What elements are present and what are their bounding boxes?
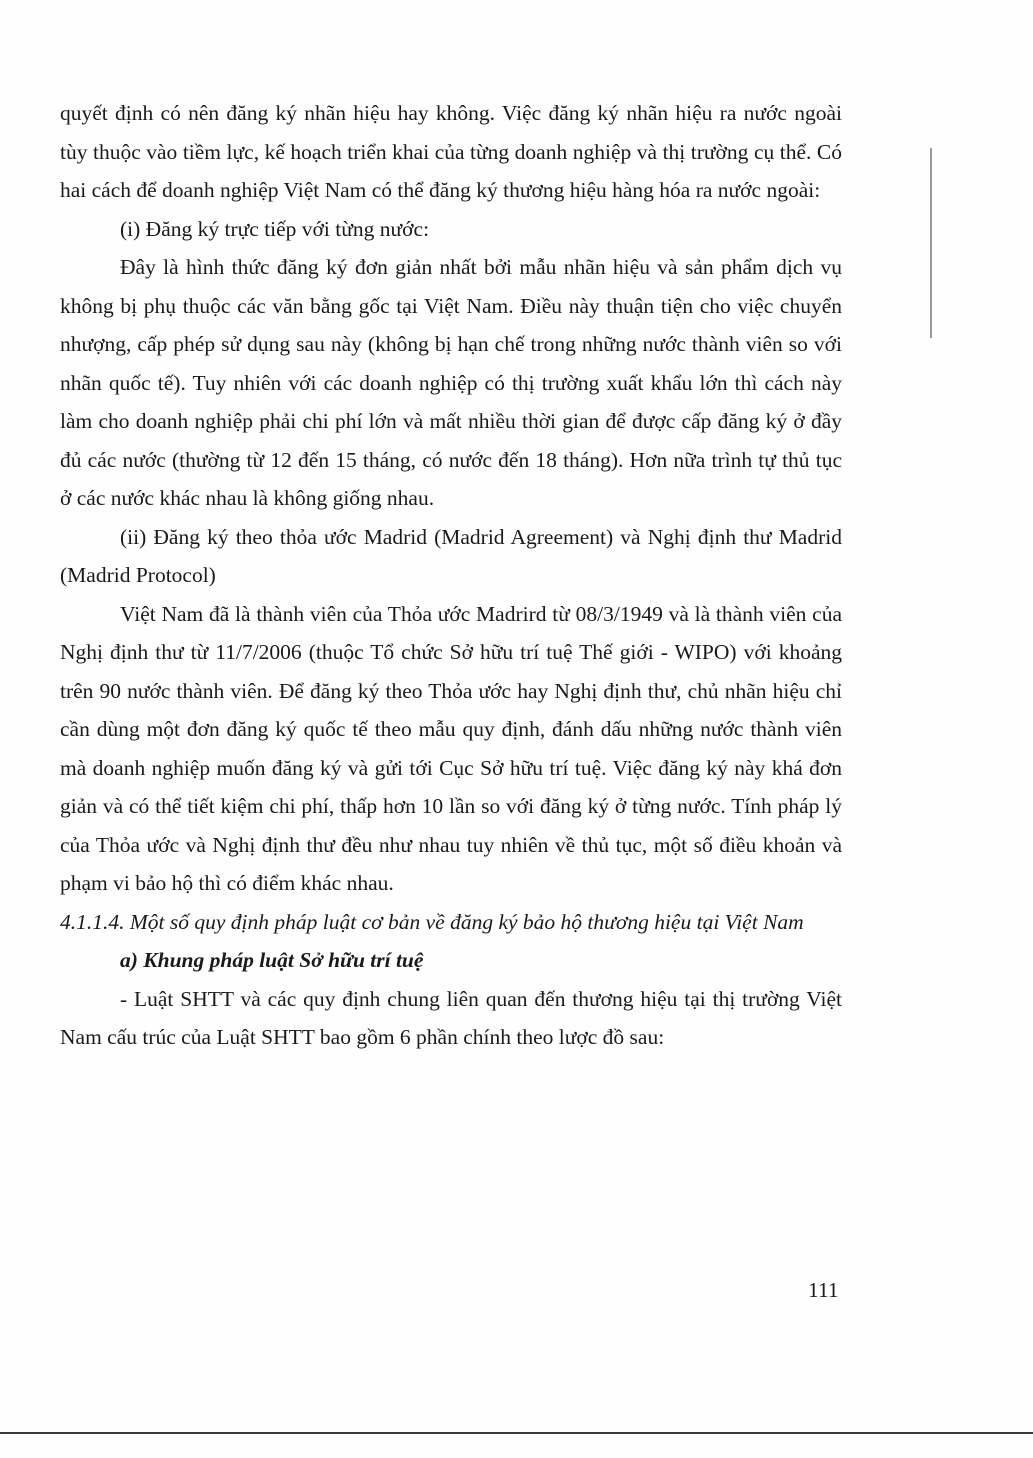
paragraph-option-ii-title: (ii) Đăng ký theo thỏa ước Madrid (Madrid Agreement) và Nghị định thư Madrid (Madrid Protocol) (60, 524, 842, 587)
section-heading-4-1-1-4: 4.1.1.4. Một số quy định pháp luật cơ bản về đăng ký bảo hộ thương hiệu tại Việt Nam (60, 909, 804, 934)
page-number: 111 (808, 1278, 839, 1302)
paragraph-option-i-body: Đây là hình thức đăng ký đơn giản nhất bởi mẫu nhãn hiệu và sản phẩm dịch vụ không bị phụ thuộc các văn bằng gốc tại Việt Nam. Điều này thuận tiện cho việc chuyển nhượng, cấp phép sử dụng sau này (không bị hạn chế trong những nước thành viên so với nhãn quốc tế). Tuy nhiên với các doanh nghiệp có thị trường xuất khẩu lớn thì cách này làm cho doanh nghiệp phải chi phí lớn và mất nhiều thời gian để được cấp đăng ký ở đầy đủ các nước (thường từ 12 đến 15 tháng, có nước đến 18 tháng). Hơn nữa trình tự thủ tục ở các nước khác nhau là không giống nhau. (60, 255, 842, 510)
scan-artifact-line (930, 148, 932, 338)
body-text (60, 94, 842, 1057)
paragraph-option-ii-body: Việt Nam đã là thành viên của Thỏa ước Madrird từ 08/3/1949 và là thành viên của Nghị định thư từ 11/7/2006 (thuộc Tổ chức Sở hữu trí tuệ Thế giới - WIPO) với khoảng trên 90 nước thành viên. Để đăng ký theo Thỏa ước hay Nghị định thư, chủ nhãn hiệu chỉ cần dùng một đơn đăng ký quốc tế theo mẫu quy định, đánh dấu những nước thành viên mà doanh nghiệp muốn đăng ký và gửi tới Cục Sở hữu trí tuệ. Việc đăng ký này khá đơn giản và có thể tiết kiệm chi phí, thấp hơn 10 lần so với đăng ký ở từng nước. Tính pháp lý của Thỏa ước và Nghị định thư đều như nhau tuy nhiên về thủ tục, một số điều khoản và phạm vi bảo hộ thì có điểm khác nhau. (60, 601, 842, 895)
subheading-a: a) Khung pháp luật Sở hữu trí tuệ (120, 948, 424, 972)
paragraph-law-structure: - Luật SHTT và các quy định chung liên quan đến thương hiệu tại thị trường Việt Nam cấu trúc của Luật SHTT bao gồm 6 phần chính theo lược đồ sau: (60, 986, 842, 1049)
paragraph-intro: quyết định có nên đăng ký nhãn hiệu hay không. Việc đăng ký nhãn hiệu ra nước ngoài tùy thuộc vào tiềm lực, kế hoạch triển khai của từng doanh nghiệp và thị trường cụ thể. Có hai cách để doanh nghiệp Việt Nam có thể đăng ký thương hiệu hàng hóa ra nước ngoài: (60, 101, 842, 202)
scan-bottom-edge (0, 1432, 1033, 1434)
paragraph-option-i-title: (i) Đăng ký trực tiếp với từng nước: (120, 216, 430, 241)
